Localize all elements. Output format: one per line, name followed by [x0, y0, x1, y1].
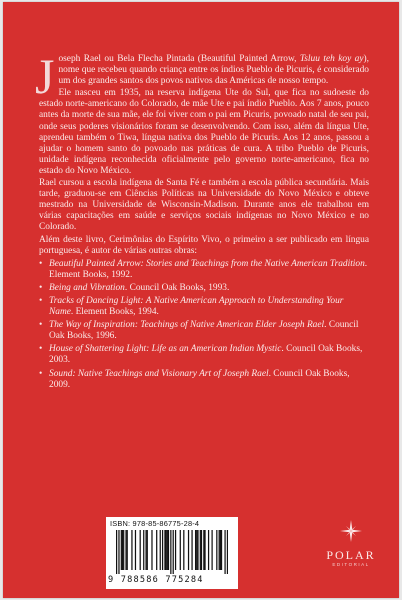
- body-text: [35, 48, 369, 393]
- barcode-box: [106, 517, 238, 589]
- intro-text-b: ), nome que recebeu quando criança entre os índios Pueblo de Picuris, é considerado um dos grandes santos dos povos nativos das Américas de nosso tempo.: [58, 54, 369, 87]
- isbn-label: ISBN: 978-85-86775-28-4: [110, 519, 200, 528]
- barcode-bar: [145, 530, 146, 570]
- barcode-bar: [131, 530, 132, 570]
- barcode-bar: [211, 530, 212, 570]
- list-item: [39, 344, 369, 366]
- barcode-bar: [168, 530, 169, 570]
- barcode-bar: [220, 530, 221, 570]
- list-item: [39, 369, 369, 391]
- drop-cap: J: [35, 48, 55, 104]
- barcode-bar: [200, 530, 201, 570]
- barcode-bar: [140, 530, 141, 570]
- barcode-bar: [173, 530, 174, 574]
- work-title: Sound: Native Teachings and Visionary Art of Joseph Rael: [49, 368, 269, 379]
- work-details: . Council Oak Books, 2009.: [49, 368, 350, 390]
- barcode-bar: [127, 530, 128, 570]
- barcode-bar: [162, 530, 163, 570]
- intro-text-italic: Tsluu teh koy ay: [299, 54, 364, 64]
- barcode-number: 9 788586 775284: [108, 575, 204, 585]
- barcode-bar: [166, 530, 167, 570]
- intro-text-a: oseph Rael ou Bela Flecha Pintada (Beautiful Painted Arrow,: [58, 54, 300, 64]
- publisher-sub: EDITORIAL: [332, 562, 370, 567]
- barcode-bar: [121, 530, 122, 570]
- list-item: [39, 283, 369, 294]
- barcode-bar: [201, 530, 202, 570]
- barcode-bar: [224, 530, 225, 574]
- paragraph-birth: Ele nasceu em 1935, na reserva indígena Ute do Sul, que fica no sudoeste do estado norte-americano do Colorado, de mãe Ute e pai índio Pueblo. Aos 7 anos, pouco antes da morte de sua mãe, ele foi viver com o pai em Picuris, povoado natal de seu pai, onde seus poderes visionários foram se desenvolvendo. Com isso, além da língua Ute, aprendeu também o Tiwa, língua nativa dos Pueblo de Picuris. Aos 12 anos, passou a ajudar o homem santo do povoado nas práticas de cura. A tribo Pueblo de Picuris, unidade indígena reconhecida oficialmente pelo governo norte-americano, fica no estado do Novo México.: [39, 88, 369, 176]
- barcode-bar: [122, 530, 123, 570]
- barcode-bar: [116, 530, 117, 574]
- star-icon: [340, 520, 362, 542]
- work-title: The Way of Inspiration: Teachings of Native American Elder Joseph Rael: [49, 320, 325, 331]
- barcode-bar: [175, 530, 176, 570]
- work-details: . Council Oak Books, 2003.: [49, 344, 363, 366]
- barcode-bar: [180, 530, 181, 570]
- barcode-bar: [167, 530, 168, 570]
- back-cover: [3, 2, 399, 598]
- work-title: Being and Vibration: [49, 282, 125, 293]
- barcode-bar: [216, 530, 217, 570]
- barcode-bar: [147, 530, 148, 570]
- barcode-bar: [125, 530, 126, 570]
- intro-paragraph: [35, 48, 369, 104]
- barcode-bar: [227, 530, 228, 574]
- barcode-bar: [191, 530, 192, 570]
- barcode-bar: [204, 530, 205, 570]
- barcode-bar: [143, 530, 144, 570]
- barcode-bar: [203, 530, 204, 570]
- publisher-name: POLAR: [326, 548, 376, 562]
- barcode-bar: [219, 530, 220, 570]
- barcode-bar: [164, 530, 165, 570]
- barcode-bar: [160, 530, 161, 570]
- work-details: . Element Books, 1992.: [49, 258, 368, 280]
- barcode-bar: [151, 530, 152, 570]
- work-title: House of Shattering Light: Life as an American Indian Mystic: [49, 344, 282, 355]
- work-title: Tracks of Dancing Light: A Native American Approach to Understanding Your Name: [49, 295, 344, 318]
- barcode-bar: [135, 530, 136, 570]
- barcode-bar: [208, 530, 209, 570]
- barcode-bar: [118, 530, 119, 574]
- paragraph-education: Rael cursou a escola indígena de Santa Fé e também a escola pública secundária. Mais tarde, graduou-se em Ciências Políticas na Universidade do Novo México e obteve mestrado na Universidade de Wisconsin-Madison. Durante anos ele trabalhou em várias capacitações em saúde e serviços sociais indígenas no Novo México e no Colorado.: [39, 178, 369, 233]
- list-item: [39, 296, 369, 318]
- barcode-bar: [195, 530, 196, 570]
- barcode-bar: [221, 530, 222, 570]
- work-title: Beautiful Painted Arrow: Stories and Teachings from the Native American Tradition: [49, 258, 365, 269]
- barcode-bar: [188, 530, 189, 570]
- barcode-bar: [123, 530, 124, 570]
- barcode-bar: [170, 530, 171, 574]
- barcode-icon: [116, 530, 228, 574]
- barcode-bar: [156, 530, 157, 570]
- publisher-logo: [321, 520, 381, 567]
- list-item: [39, 320, 369, 342]
- barcode-bar: [196, 530, 197, 570]
- paragraph-works-intro: Além deste livro, Cerimônias do Espírito Vivo, o primeiro a ser publicado em língua portuguesa, é autor de várias outras obras:: [39, 234, 369, 256]
- list-item: [39, 259, 369, 281]
- work-details: . Council Oak Books, 1993.: [124, 282, 230, 293]
- barcode-bar: [197, 530, 198, 570]
- work-details: . Element Books, 1994.: [70, 307, 159, 318]
- barcode-bar: [183, 530, 184, 570]
- work-details: . Council Oak Books, 1996.: [49, 320, 359, 342]
- works-list: [39, 259, 369, 391]
